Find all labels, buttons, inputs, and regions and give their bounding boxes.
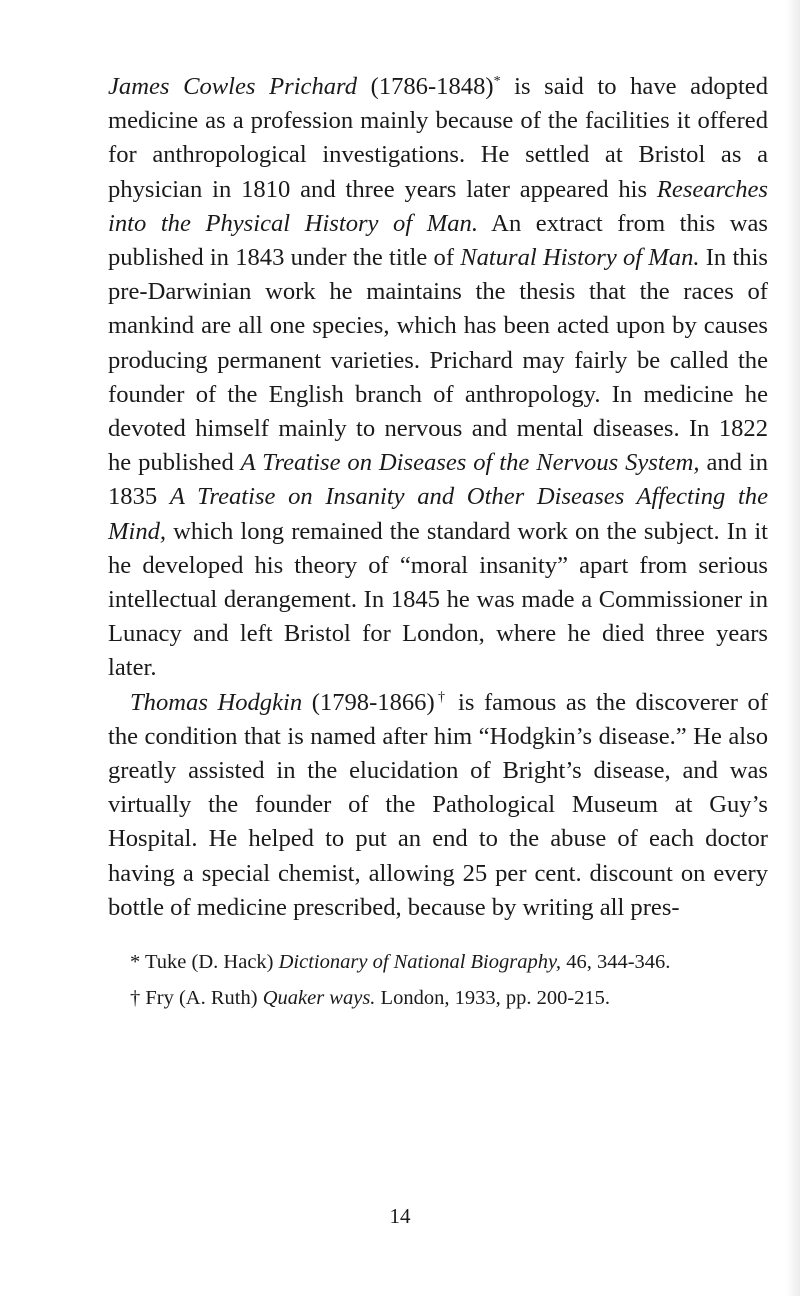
page-edge-shadow (786, 0, 800, 1296)
text-run: An extract from this was published in 1843 under the title of (108, 209, 768, 272)
text-run: Thomas Hodgkin (130, 688, 303, 716)
text-run: A Treatise on Insanity and Other Diseases Affecting the Mind, (108, 483, 768, 545)
text-run: Quaker ways. (262, 987, 376, 1010)
text-run: Dictionary of National Biography, (278, 951, 562, 974)
text-run: A Treatise on Diseases of the Nervous System, (240, 449, 700, 477)
text-run: Natural History of Man. (460, 244, 700, 272)
text-run: * Tuke (D. Hack) (130, 951, 279, 974)
text-run: † (434, 689, 449, 705)
paragraph-hodgkin (108, 686, 768, 925)
text-run: Researches into the Physical History of Man. (108, 175, 768, 237)
footnote-tuke (108, 947, 768, 977)
text-run: (1786-1848) (357, 73, 494, 100)
footnote-fry (108, 983, 768, 1013)
text-run: which long remained the standard work on the subject. In it he developed his theory of “moral insanity” apart from serious intellectual derangement. In 1845 he was made a Commissioner in Lunacy and left Bristol for London, where he died three years later. (108, 517, 768, 682)
text-run: † Fry (A. Ruth) (130, 987, 263, 1010)
text-run: is said to have adopted medicine as a profession mainly because of the facilities it offered for anthropological investigations. He settled at Bristol as a physician in 1810 and three years later appeared his (108, 73, 769, 203)
text-run: * (493, 73, 501, 89)
text-run: and in 1835 (108, 449, 768, 511)
text-run: 46, 344-346. (561, 951, 671, 974)
body-text (108, 70, 768, 1019)
page-number: 14 (389, 1204, 411, 1228)
text-run: James Cowles Prichard (108, 73, 357, 100)
paragraph-prichard (108, 70, 768, 686)
text-run: is famous as the discoverer of the condition that is named after him “Hodgkin’s disease.” He also greatly assisted in the elucidation of Bright’s disease, and was virtually the founder of the Pathological Museum at Guy’s Hospital. He helped to put an end to the abuse of each doctor having a special chemist, allowing 25 per cent. discount on every bottle of medicine prescribed, because by writing all pres- (108, 688, 769, 921)
text-run: London, 1933, pp. 200-215. (375, 987, 611, 1010)
text-run: In this pre-Darwinian work he maintains the thesis that the races of mankind are all one species, which has been acted upon by causes producing permanent varieties. Prichard may fairly be called the founder of the English branch of anthropology. In medicine he devoted himself mainly to nervous and mental diseases. In 1822 he published (108, 244, 768, 477)
text-run: (1798-1866) (302, 688, 435, 716)
footnotes (108, 947, 768, 1013)
